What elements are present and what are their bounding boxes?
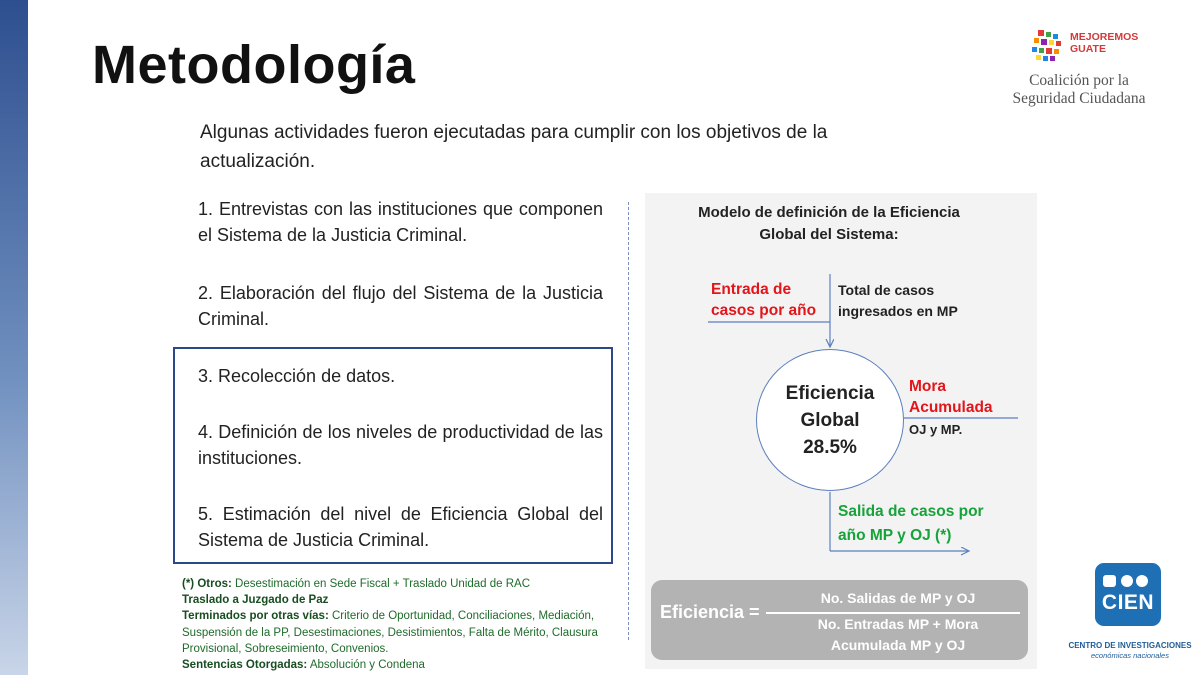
logo-text-line: MEJOREMOS [1070, 31, 1139, 43]
formula-denominator [778, 614, 1018, 656]
footnote-traslado-label: Traslado a Juzgado de Paz [182, 594, 329, 607]
efficiency-value: 28.5% [803, 437, 857, 458]
coalition-logo-text [1000, 72, 1158, 108]
mejoremos-guate-logo-text [1070, 31, 1138, 55]
formula-denominator-line: No. Entradas MP + Mora [817, 616, 979, 632]
footnote-terminados-text: Criterio de Oportunidad, Conciliaciones, Mediación, Suspensión de la PP, Desestimaciones, Desistimientos, Falta de Mérito, Clausura Provisional, Sobreseimiento, Convenios. [182, 610, 598, 655]
mora-label [909, 376, 993, 418]
formula-numerator: No. Salidas de MP y OJ [820, 590, 976, 606]
footnote-otros-label: (*) Otros: [182, 578, 232, 590]
coalition-line: Coalición por la [1029, 72, 1129, 89]
footnote-otros-text: Desestimación en Sede Fiscal + Traslado Unidad de RAC [231, 578, 531, 590]
output-label-line: Salida de casos por [838, 503, 984, 520]
mora-label-line: Acumulada [909, 399, 993, 416]
mejoremos-guate-logo-icon [1028, 28, 1070, 64]
activity-item: 5. Estimación del nivel de Eficiencia Global del Sistema de Justicia Criminal. [198, 504, 603, 550]
cien-subtitle-secondary: económicas nacionales [1091, 651, 1169, 660]
formula-denominator-line: Acumulada MP y OJ [830, 637, 966, 653]
output-label-line: año MP y OJ (*) [838, 527, 952, 544]
efficiency-label: Global [800, 410, 860, 431]
activity-item: 2. Elaboración del flujo del Sistema de la Justicia Criminal. [198, 283, 603, 329]
footnote-terminados-label: Terminados por otras vías: [182, 610, 329, 623]
input-label-line: casos por año [711, 302, 817, 319]
slide-title: Metodología [92, 35, 416, 95]
footnote-sentencias-label: Sentencias Otorgadas: [182, 659, 308, 672]
cien-logo-text: CIEN [1101, 591, 1155, 614]
model-title-line: Modelo de definición de la Eficiencia [698, 204, 960, 221]
input-label [711, 279, 816, 321]
model-title-line: Global del Sistema: [759, 226, 899, 243]
input-label-line: Entrada de [711, 281, 792, 298]
efficiency-circle-text [756, 380, 904, 461]
input-description-line: ingresados en MP [838, 303, 958, 319]
output-label [838, 500, 984, 548]
footnote-sentencias-text: Absolución y Condena [307, 659, 425, 672]
input-description-line: Total de casos [838, 282, 935, 298]
formula-lhs: Eficiencia = [660, 602, 760, 622]
activity-item: 1. Entrevistas con las instituciones que componen el Sistema de la Justicia Criminal. [198, 199, 603, 245]
activity-item: 4. Definición de los niveles de productividad de las instituciones. [198, 422, 603, 468]
mora-label-line: Mora [909, 378, 947, 395]
mora-sub: OJ y MP. [909, 422, 963, 437]
intro-text: Algunas actividades fueron ejecutadas para cumplir con los objetivos de la actualización. [200, 122, 828, 172]
activity-item: 3. Recolección de datos. [198, 366, 396, 386]
cien-logo-marks-icon [1103, 573, 1153, 589]
input-description [838, 280, 958, 322]
coalition-line: Seguridad Ciudadana [1012, 90, 1146, 107]
cien-subtitle: CENTRO DE INVESTIGACIONES [1068, 641, 1192, 650]
efficiency-label: Eficiencia [785, 383, 875, 404]
logo-text-line: GUATE [1070, 43, 1106, 55]
